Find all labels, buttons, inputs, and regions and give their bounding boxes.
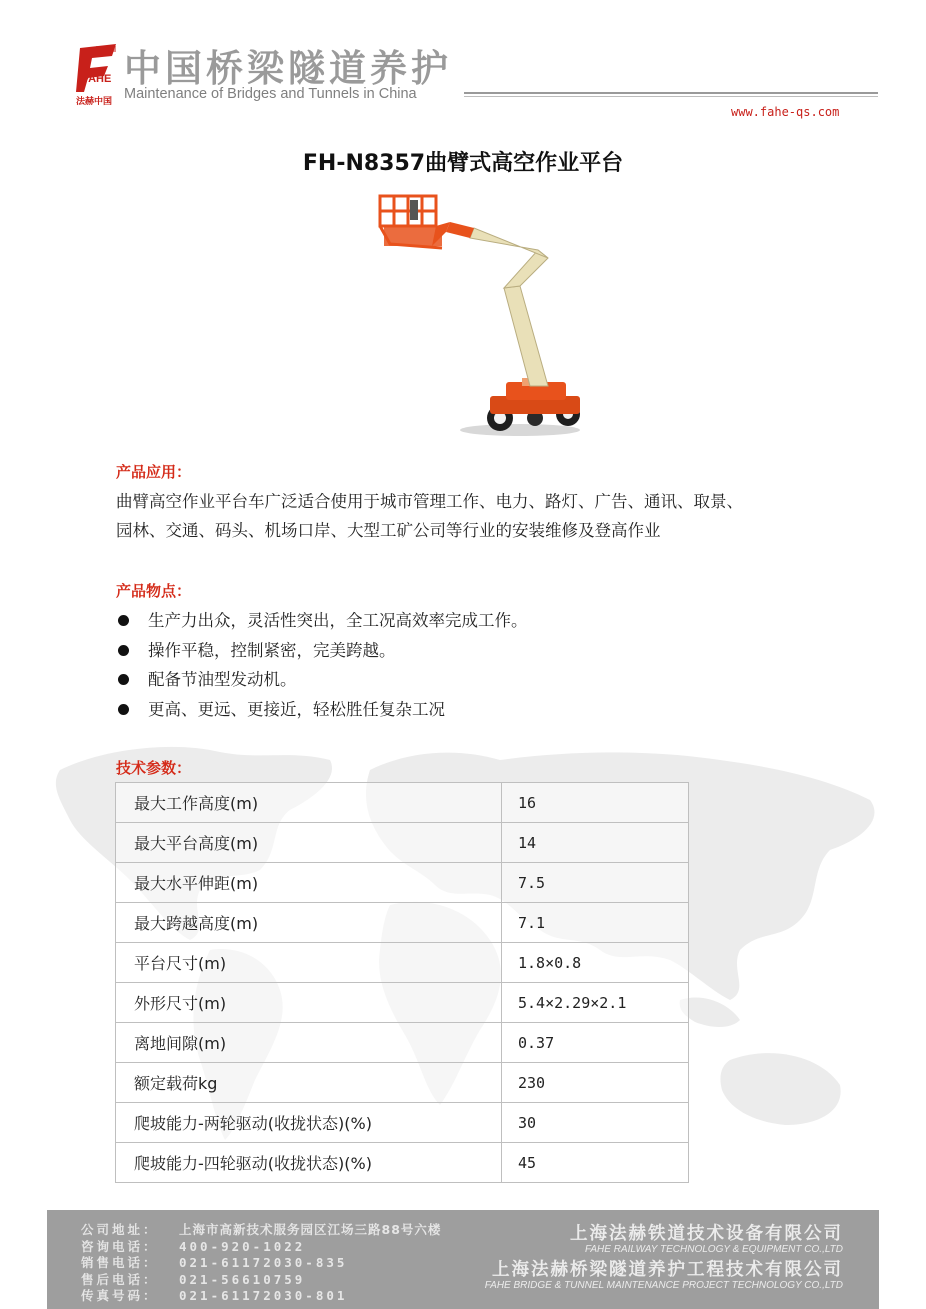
specs-label: 技术参数： — [116, 759, 192, 777]
website-link[interactable]: www.fahe-qs.com — [731, 105, 840, 119]
consult-label: 咨询电话： — [81, 1238, 159, 1254]
spec-value: 16 — [502, 783, 689, 823]
table-row — [116, 1143, 689, 1183]
spec-name: 外形尺寸(m) — [116, 983, 502, 1023]
company-1-cn: 上海法赫铁道技术设备有限公司 — [570, 1224, 843, 1244]
contact-info — [81, 1222, 441, 1305]
bullet-icon — [118, 645, 129, 656]
feature-text: 操作平稳，控制紧密，完美跨越。 — [148, 640, 396, 660]
feature-text: 生产力出众，灵活性突出，全工况高效率完成工作。 — [148, 611, 528, 630]
spec-value: 7.5 — [502, 863, 689, 903]
spec-name: 最大水平伸距(m) — [116, 863, 502, 903]
spec-value: 7.1 — [502, 903, 689, 943]
page-title: FH-N8357曲臂式高空作业平台 — [302, 151, 624, 176]
table-row — [116, 1063, 689, 1103]
page-header — [76, 40, 878, 130]
spec-name: 爬坡能力-两轮驱动(收拢状态)(%) — [116, 1103, 502, 1143]
page-footer — [47, 1210, 879, 1309]
spec-name: 离地间隙(m) — [116, 1023, 502, 1063]
fax-label: 传真号码： — [81, 1288, 159, 1303]
list-item — [116, 606, 528, 636]
list-item — [116, 636, 528, 666]
list-item — [116, 665, 528, 695]
features-list — [116, 606, 528, 724]
spec-value: 0.37 — [502, 1023, 689, 1063]
spec-name: 爬坡能力-四轮驱动(收拢状态)(%) — [116, 1143, 502, 1183]
aerial-work-platform-photo — [370, 186, 590, 438]
feature-text: 更高、更远、更接近，轻松胜任复杂工况 — [148, 699, 445, 719]
logo-text: FAHE — [82, 73, 112, 85]
sales-phone: 021-61172030-835 — [179, 1255, 348, 1270]
spec-name: 最大平台高度(m) — [116, 823, 502, 863]
consult-phone: 400-920-1022 — [179, 1238, 306, 1254]
company-2 — [485, 1256, 843, 1291]
company-1-en: FAHE RAILWAY TECHNOLOGY & EQUIPMENT CO.,LTD — [584, 1244, 843, 1255]
spec-name: 额定载荷kg — [116, 1063, 502, 1103]
table-row — [116, 863, 689, 903]
list-item — [116, 695, 528, 725]
table-row — [116, 903, 689, 943]
service-phone: 021-56610759 — [179, 1271, 306, 1287]
application-line: 曲臂高空作业平台车广泛适合使用于城市管理工作、电力、路灯、广告、通讯、取景、 — [116, 492, 743, 511]
table-row — [116, 1103, 689, 1143]
logo-cn: 法赫中国 — [76, 97, 113, 107]
spec-value: 5.4×2.29×2.1 — [502, 983, 689, 1023]
header-title-en: Maintenance of Bridges and Tunnels in China — [124, 86, 417, 102]
application-text — [116, 487, 836, 545]
table-row — [116, 823, 689, 863]
spec-value: 30 — [502, 1103, 689, 1143]
company-2-cn: 上海法赫桥梁隧道养护工程技术有限公司 — [492, 1260, 843, 1280]
feature-text: 配备节油型发动机。 — [148, 670, 297, 689]
bullet-icon — [118, 704, 129, 715]
spec-value: 230 — [502, 1063, 689, 1103]
header-title-cn: 中国桥梁隧道养护 — [124, 47, 452, 90]
application-line: 园林、交通、码头、机场口岸、大型工矿公司等行业的安装维修及登高作业 — [116, 521, 661, 540]
spec-value: 45 — [502, 1143, 689, 1183]
table-row — [116, 943, 689, 983]
bullet-icon — [118, 674, 129, 685]
address-label: 公司地址： — [81, 1222, 159, 1237]
bullet-icon — [118, 615, 129, 626]
company-2-en: FAHE BRIDGE & TUNNEL MAINTENANCE PROJECT TECHNOLOGY CO.,LTD — [484, 1280, 843, 1291]
fax-number: 021-61172030-801 — [179, 1288, 348, 1303]
header-rule — [464, 92, 878, 97]
table-row — [116, 783, 689, 823]
table-row — [116, 1023, 689, 1063]
features-label: 产品物点： — [116, 582, 192, 600]
sales-label: 销售电话： — [81, 1255, 159, 1270]
spec-table — [115, 782, 689, 1183]
spec-value: 1.8×0.8 — [502, 943, 689, 983]
application-label: 产品应用： — [116, 463, 192, 481]
table-row — [116, 983, 689, 1023]
service-label: 售后电话： — [81, 1271, 159, 1287]
spec-name: 最大工作高度(m) — [116, 783, 502, 823]
spec-name: 平台尺寸(m) — [116, 943, 502, 983]
spec-value: 14 — [502, 823, 689, 863]
company-1 — [570, 1220, 843, 1255]
spec-name: 最大跨越高度(m) — [116, 903, 502, 943]
address-value: 上海市高新技术服务园区江场三路88号六楼 — [179, 1222, 442, 1237]
